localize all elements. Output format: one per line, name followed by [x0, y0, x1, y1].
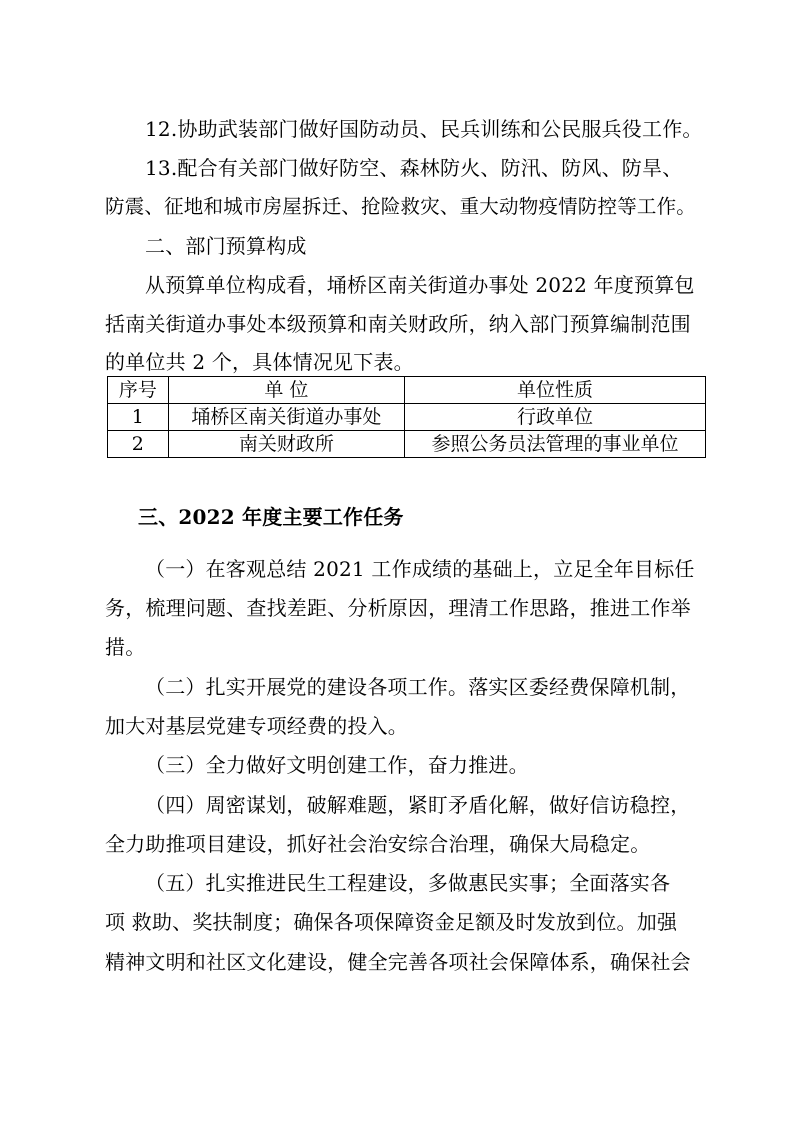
table-cell: 2 [108, 431, 169, 458]
paragraph-task-3: （三）全力做好文明创建工作，奋力推进。 [145, 753, 529, 777]
units-table [107, 376, 706, 458]
paragraph-task-2: （二）扎实开展党的建设各项工作。落实区委经费保障机制， [145, 675, 691, 699]
paragraph-task-1: （一）在客观总结 2021 工作成绩的基础上，立足全年目标任 [145, 557, 695, 581]
table-row [108, 404, 706, 431]
table-header-row [108, 377, 706, 404]
table-header-cell: 序号 [108, 377, 169, 404]
table-cell: 参照公务员法管理的事业单位 [405, 431, 706, 458]
table-cell: 1 [108, 404, 169, 431]
paragraph-item-13-cont: 防震、征地和城市房屋拆迁、抢险救灾、重大动物疫情防控等工作。 [105, 195, 697, 218]
table-row [108, 431, 706, 458]
paragraph-item-13: 13.配合有关部门做好防空、森林防火、防汛、防风、防旱、 [145, 156, 683, 180]
paragraph-task-5-cont: 项 救助、奖扶制度；确保各项保障资金足额及时发放到位。加强 [105, 910, 678, 934]
table-header-cell: 单位性质 [405, 377, 706, 404]
section-heading-2: 二、部门预算构成 [145, 234, 307, 258]
paragraph-budget-2: 括南关街道办事处本级预算和南关财政所，纳入部门预算编制范围 [105, 312, 691, 336]
table-header-cell: 单 位 [168, 377, 404, 404]
paragraph-task-2-cont: 加大对基层党建专项经费的投入。 [105, 714, 408, 738]
paragraph-item-12: 12.协助武装部门做好国防动员、民兵训练和公民服兵役工作。 [145, 117, 703, 141]
paragraph-budget-3: 的单位共 2 个，具体情况见下表。 [105, 350, 414, 374]
section-heading-3: 三、2022 年度主要工作任务 [138, 505, 404, 529]
paragraph-task-5-end: 精神文明和社区文化建设，健全完善各项社会保障体系，确保社会 [105, 950, 691, 974]
table-cell: 行政单位 [405, 404, 706, 431]
paragraph-task-1-end: 措。 [105, 635, 146, 659]
paragraph-task-4-cont: 全力助推项目建设，抓好社会治安综合治理，确保大局稳定。 [105, 832, 651, 856]
paragraph-task-4: （四）周密谋划，破解难题，紧盯矛盾化解，做好信访稳控， [145, 793, 691, 817]
paragraph-budget-1: 从预算单位构成看，埇桥区南关街道办事处 2022 年度预算包 [145, 273, 695, 297]
table-cell: 埇桥区南关街道办事处 [168, 404, 404, 431]
paragraph-task-5: （五）扎实推进民生工程建设，多做惠民实事；全面落实各 [145, 871, 671, 895]
table-cell: 南关财政所 [168, 431, 404, 458]
paragraph-task-1-cont: 务，梳理问题、查找差距、分析原因，理清工作思路，推进工作举 [105, 596, 691, 620]
